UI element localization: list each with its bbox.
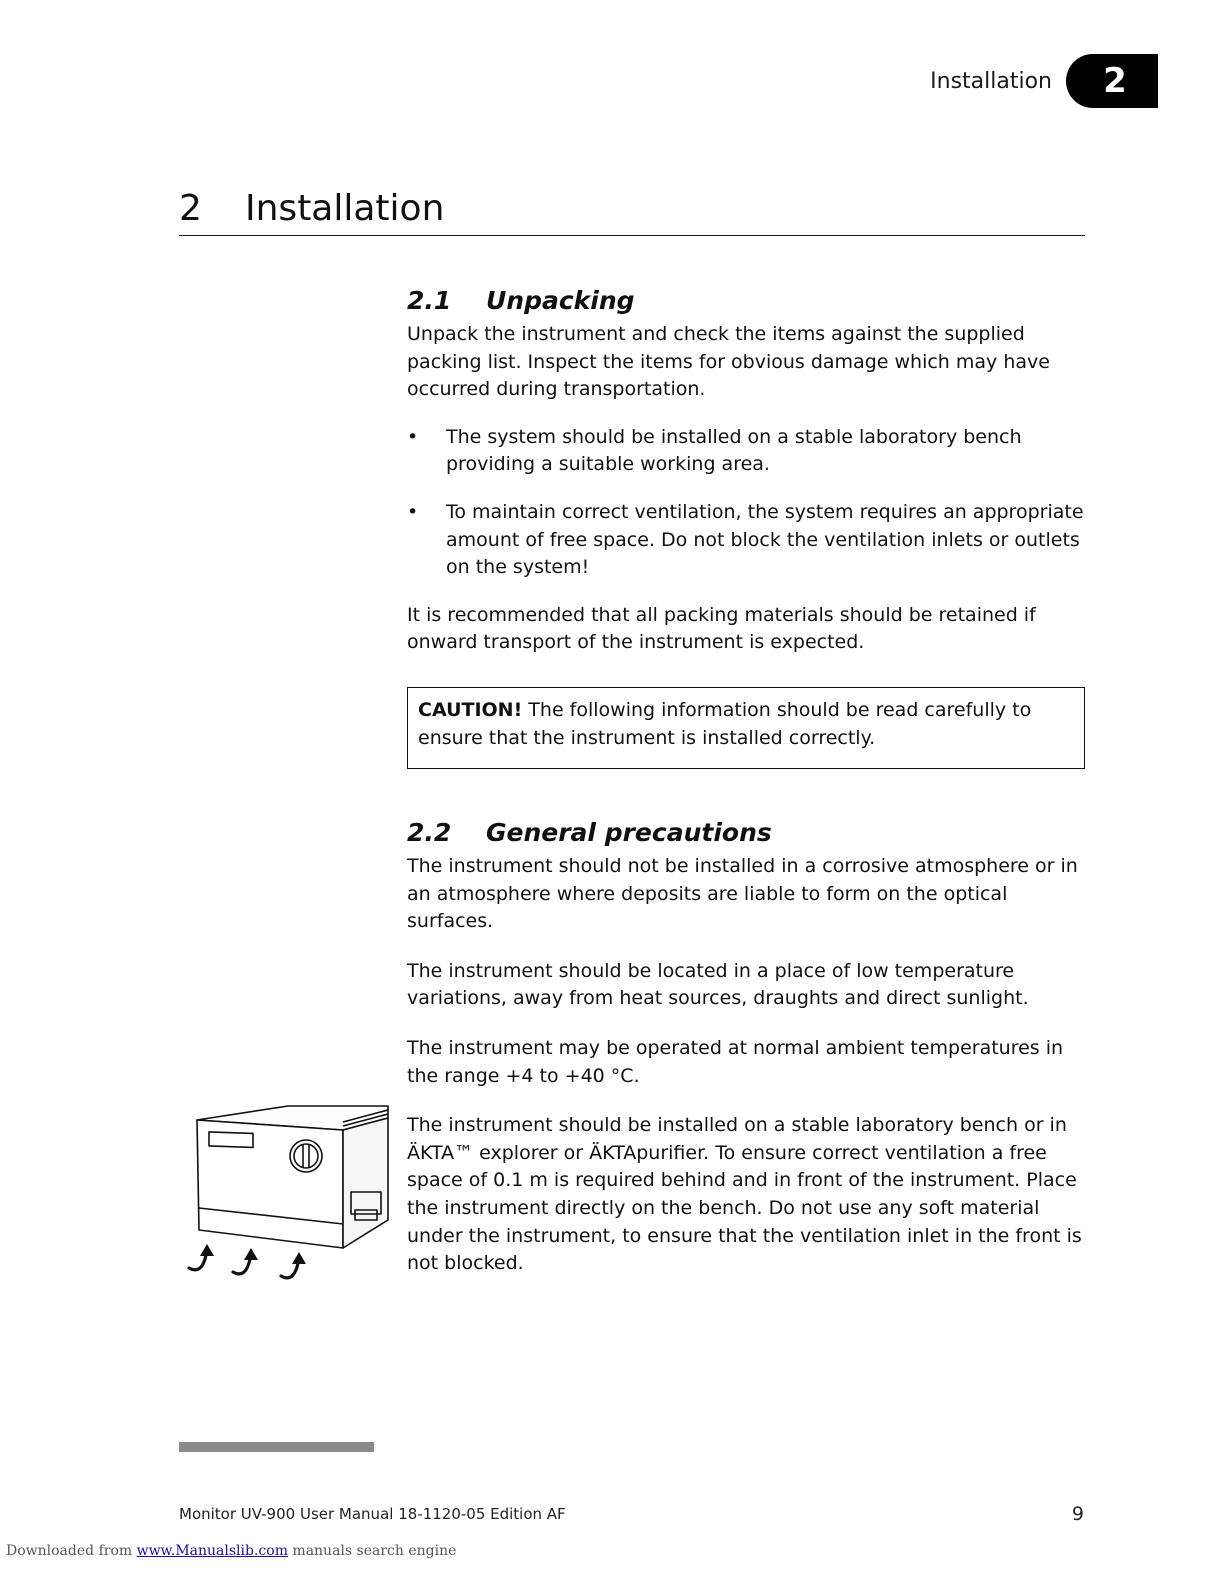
section-title: General precautions <box>486 818 772 847</box>
section-heading-general-precautions <box>407 818 1085 847</box>
section-number: 2.1 <box>407 286 452 315</box>
bullet-item: • To maintain correct ventilation, the system requires an appropriate amount of free space. Do not block the ventilation inlets or outlets on the system! <box>407 499 1085 582</box>
caution-text: The following information should be read carefully to ensure that the instrument is installed correctly. <box>418 698 1032 749</box>
precaution-paragraph: The instrument should not be installed in a corrosive atmosphere or in an atmosphere where deposits are liable to form on the optical surfaces. <box>407 855 1078 933</box>
chapter-tab: 2 <box>1066 54 1158 108</box>
section-number: 2.2 <box>407 818 452 847</box>
caution-box <box>407 687 1085 769</box>
section-general-precautions <box>407 818 1085 1278</box>
unpacking-bullet-list <box>407 424 1085 582</box>
footer-rule <box>179 1442 374 1452</box>
running-header <box>930 54 1158 108</box>
chapter-heading <box>179 188 1085 236</box>
section-unpacking <box>407 286 1085 769</box>
chapter-title: Installation <box>245 188 445 229</box>
precaution-paragraph: The instrument should be located in a place of low temperature variations, away from heat sources, draughts and direct sunlight. <box>407 959 1029 1010</box>
instrument-airflow-illustration <box>183 1100 393 1290</box>
manualslib-link[interactable]: www.Manualslib.com <box>136 1543 288 1559</box>
precaution-paragraph: The instrument may be operated at normal ambient temperatures in the range +4 to +40 °C. <box>407 1036 1064 1087</box>
bullet-item: • The system should be installed on a stable laboratory bench providing a suitable working area. <box>407 424 1085 479</box>
page-number: 9 <box>1071 1503 1084 1525</box>
precaution-paragraph: The instrument should be installed on a stable laboratory bench or in ÄKTA™ explorer or ÄKTApurifier. To ensure correct ventilation a free space of 0.1 m is required behind and in front of the instrument. Place the instrument directly on the bench. Do not use any soft material under the instrument, to ensure that the ventilation inlet in the front is not blocked. <box>407 1114 1082 1275</box>
running-header-title: Installation <box>930 68 1052 94</box>
download-suffix: manuals search engine <box>287 1543 457 1559</box>
unpacking-intro: Unpack the instrument and check the items against the supplied packing list. Inspect the items for obvious damage which may have occurred during transportation. <box>407 323 1050 401</box>
download-prefix: Downloaded from <box>6 1543 137 1559</box>
chapter-number: 2 <box>179 188 202 229</box>
caution-label: CAUTION! <box>418 698 523 721</box>
packing-note: It is recommended that all packing materials should be retained if onward transport of the instrument is expected. <box>407 603 1036 654</box>
instrument-airflow-icon <box>183 1100 393 1290</box>
footer-manual-title: Monitor UV-900 User Manual 18-1120-05 Edition AF <box>179 1505 566 1523</box>
section-heading-unpacking <box>407 286 1085 315</box>
download-notice <box>6 1543 456 1559</box>
section-title: Unpacking <box>486 286 635 315</box>
